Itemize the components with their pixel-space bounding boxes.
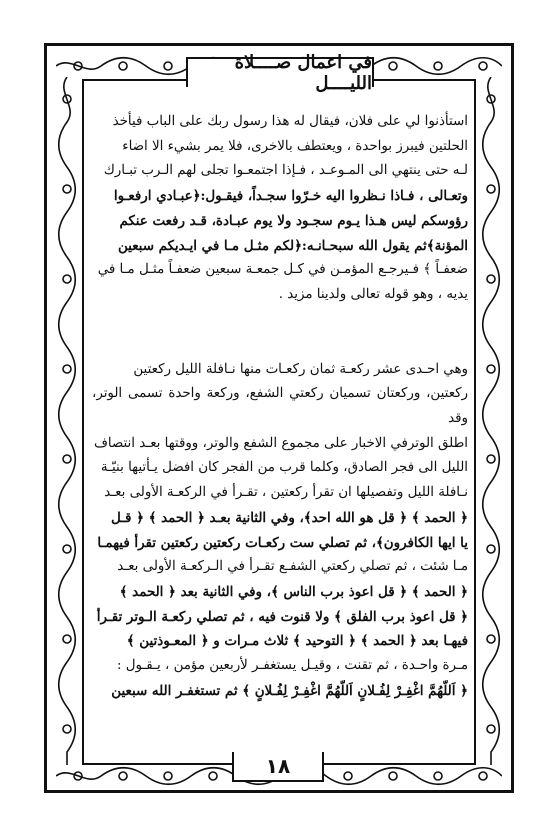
text-line: اطلق الوترفي الاخبار على مجموع الشفع والوتر، ووقتها بعـد انتصاف <box>93 435 468 451</box>
paragraph-spacer <box>92 308 468 358</box>
text-line: مـا شئت ، ثم تصلي ركعتي الشفـع تقـرأ في الـركعـة الأولى بعـد <box>117 559 468 575</box>
text-line: مـرة واحـدة ، ثم تقنت ، وقيـل يستغفـر لأربعين مؤمن ، يـقـول : <box>116 658 468 674</box>
floral-border-left <box>56 77 78 765</box>
text-line: الليل الى فجر الصادق، وكلما قرب من الفجر كان افضل يـأتيها بنيّـة <box>100 460 468 476</box>
text-line: رؤوسكم ليس هـذا يـوم سجـود ولا يوم عبـادة، قـد رفعت عنكم <box>119 212 468 229</box>
page-number: ١٨ <box>232 752 324 782</box>
text-line: وهي احـدى عشر ركعـة ثمان ركعـات منها نـافلة الليل ركعتين <box>133 361 468 377</box>
text-line: ﴿ قل اعوذ برب الفلق ﴾ ولا قنوت فيه ، ثم تصلي ركعـة الـوتر تقـرأ <box>96 608 468 625</box>
paragraph-2 <box>92 358 468 704</box>
text-line: الحلتين فيبرز بواحدة ، ويعتطف بالاخرى، فلا يمر بشيء الا اضاء <box>122 138 468 154</box>
text-line: ﴿ الحمد ﴾ ﴿ قل اعوذ برب الناس ﴾، وفي الثانية بعد ﴿ الحمد ﴾ <box>119 583 468 600</box>
text-line: وتعـالى ، فـاذا نـظروا اليه خـرّوا سجـداً، فيقـول:﴿عبـادي ارفعـوا <box>113 188 468 205</box>
paragraph-1 <box>92 110 468 308</box>
text-line: ضعفـاً ﴾ فـيرجـع المؤمـن في كـل جمعـة سبعين ضعفـاً مثـل مـا في <box>97 262 468 278</box>
text-line: المؤنة﴾ثم يقول الله سبحـانـه:﴿لكم مثـل مـا في ايـديكم سبعين <box>117 237 468 254</box>
text-line: يا ايها الكافرون﴾، ثم تصلي ست ركعـات ركعتين ركعتين تقرأ فيهمـا <box>97 534 468 551</box>
text-line: ﴿ اَللّهُمَّ اغْفِـرْ لِفُـلانٍ اَللّهُمَّ اغْفِـرْ لِفُـلانٍ ﴾ ثم تستغفـر الله سبعين <box>111 682 468 699</box>
running-header: في اعمال صــــلاة الليــــل <box>186 57 374 87</box>
text-line: لـه حتى ينتهي الى المـوعـد ، فـإذا اجتمعـوا تجلى لهم الـرب تبـارك <box>103 163 468 179</box>
text-line: فيهـا بعد ﴿ الحمد ﴾ ﴿ التوحيد ﴾ ثلاث مـرات و ﴿ المعـوذتين ﴾ <box>126 633 468 650</box>
floral-border-right <box>480 77 502 765</box>
text-line: ركعتين، وركعتان تسميان ركعتي الشفع، وركعة واحدة تسمى الوتر، وقد <box>92 386 468 427</box>
page-body <box>92 110 468 703</box>
text-line: نـافلة الليل وتفصيلها ان تقرأ ركعتين ، تقـرأ في الركعـة الأولى بعـد <box>104 485 468 501</box>
text-line: ﴿ الحمد ﴾ ﴿ قل هو الله احد﴾، وفي الثانية بعـد ﴿ الحمد ﴾ ﴿ قـل <box>110 509 468 526</box>
text-line: يديه ، وهو قوله تعالى ولدينا مزيد . <box>278 286 468 302</box>
text-line: استأذنوا لي على فلان، فيقال له هذا رسول ربك على الباب فيأخذ <box>112 114 468 129</box>
